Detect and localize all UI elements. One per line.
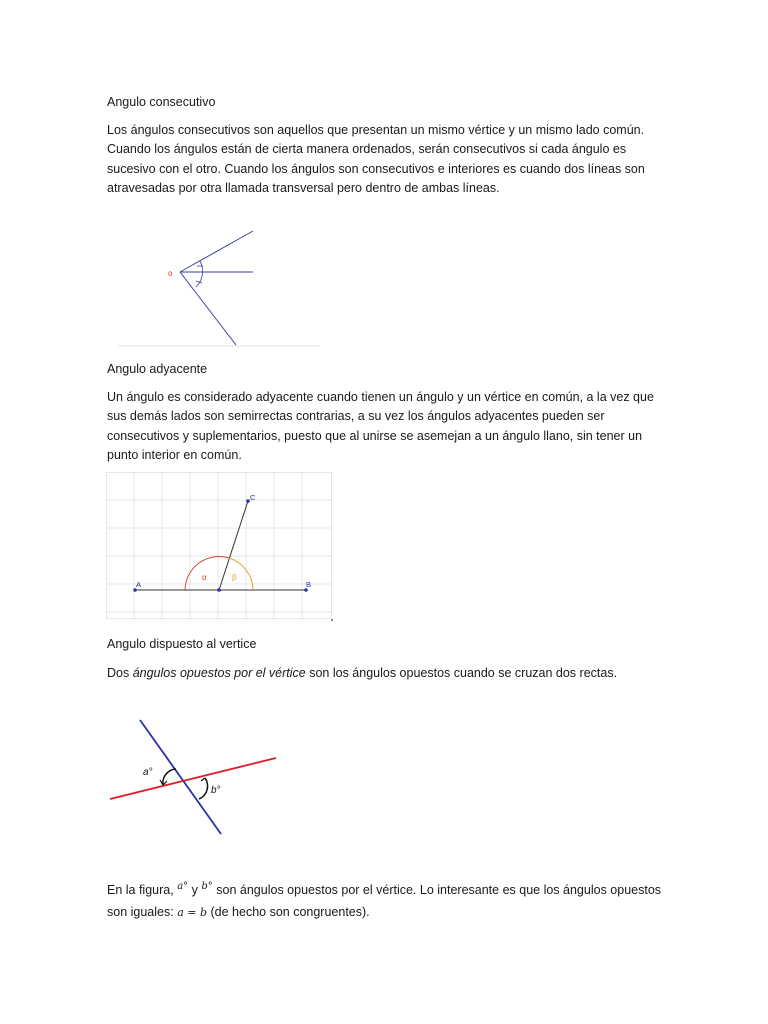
math-a-degree: a° bbox=[177, 881, 189, 892]
paragraph-text bbox=[107, 880, 667, 923]
paragraph-italic-term: ángulos opuestos por el vértice bbox=[132, 666, 306, 680]
paragraph-angulo-dispuesto bbox=[107, 664, 667, 683]
point-label-c: C bbox=[250, 493, 256, 502]
heading-angulo-consecutivo: Angulo consecutivo bbox=[107, 95, 216, 109]
math-equation: a = b bbox=[177, 906, 208, 919]
paragraph-pre: Dos bbox=[107, 666, 133, 680]
closing-mid: son ángulos opuestos por el vértice. Lo interesante es que los ángulos opuestos son iguales: bbox=[107, 883, 662, 919]
heading-angulo-dispuesto: Angulo dispuesto al vertice bbox=[107, 637, 257, 651]
paragraph-angulo-adyacente bbox=[107, 388, 667, 465]
paragraph-closing bbox=[107, 880, 667, 923]
angle-label-a: a° bbox=[143, 767, 153, 778]
paragraph-text: Un ángulo es considerado adyacente cuando tienen un ángulo y un vértice en común, a la vez que sus demás lados son semirrectas contrarias, a su vez los ángulos adyacentes pueden ser consecutivos y suplementarios, puesto que al unirse se asemejan a un ángulo llano, sin tener un punto interior en común. bbox=[107, 390, 654, 462]
closing-pre: En la figura, bbox=[107, 883, 174, 897]
paragraph-text: Los ángulos consecutivos son aquellos que presentan un mismo vértice y un mismo lado común. Cuando los ángulos están de cierta manera ordenados, serán consecutivos si cada ángulo es sucesivo con el otro. Cuando los ángulos son consecutivos e interiores es cuando dos líneas son atravesadas por otra llamada transversal pero dentro de ambas líneas. bbox=[107, 123, 645, 195]
figure-adjacent-angles bbox=[106, 472, 336, 624]
figure-consecutive-angles bbox=[118, 225, 323, 350]
closing-post: (de hecho son congruentes). bbox=[210, 905, 370, 919]
paragraph-post: son los ángulos opuestos cuando se cruzan dos rectas. bbox=[305, 666, 618, 680]
heading-angulo-adyacente: Angulo adyacente bbox=[107, 362, 208, 376]
paragraph-text bbox=[107, 664, 667, 683]
angle-label-beta: β bbox=[232, 573, 237, 582]
angle-label-alpha: α bbox=[202, 573, 207, 582]
angle-label-b: b° bbox=[211, 785, 221, 796]
figure-vertical-angles bbox=[105, 712, 285, 840]
point-label-b: B bbox=[306, 580, 312, 589]
paragraph-angulo-consecutivo bbox=[107, 121, 667, 198]
closing-y: y bbox=[191, 883, 198, 897]
vertex-label-o: o bbox=[168, 269, 173, 278]
math-b-degree: b° bbox=[201, 881, 213, 892]
point-label-a: A bbox=[136, 580, 142, 589]
